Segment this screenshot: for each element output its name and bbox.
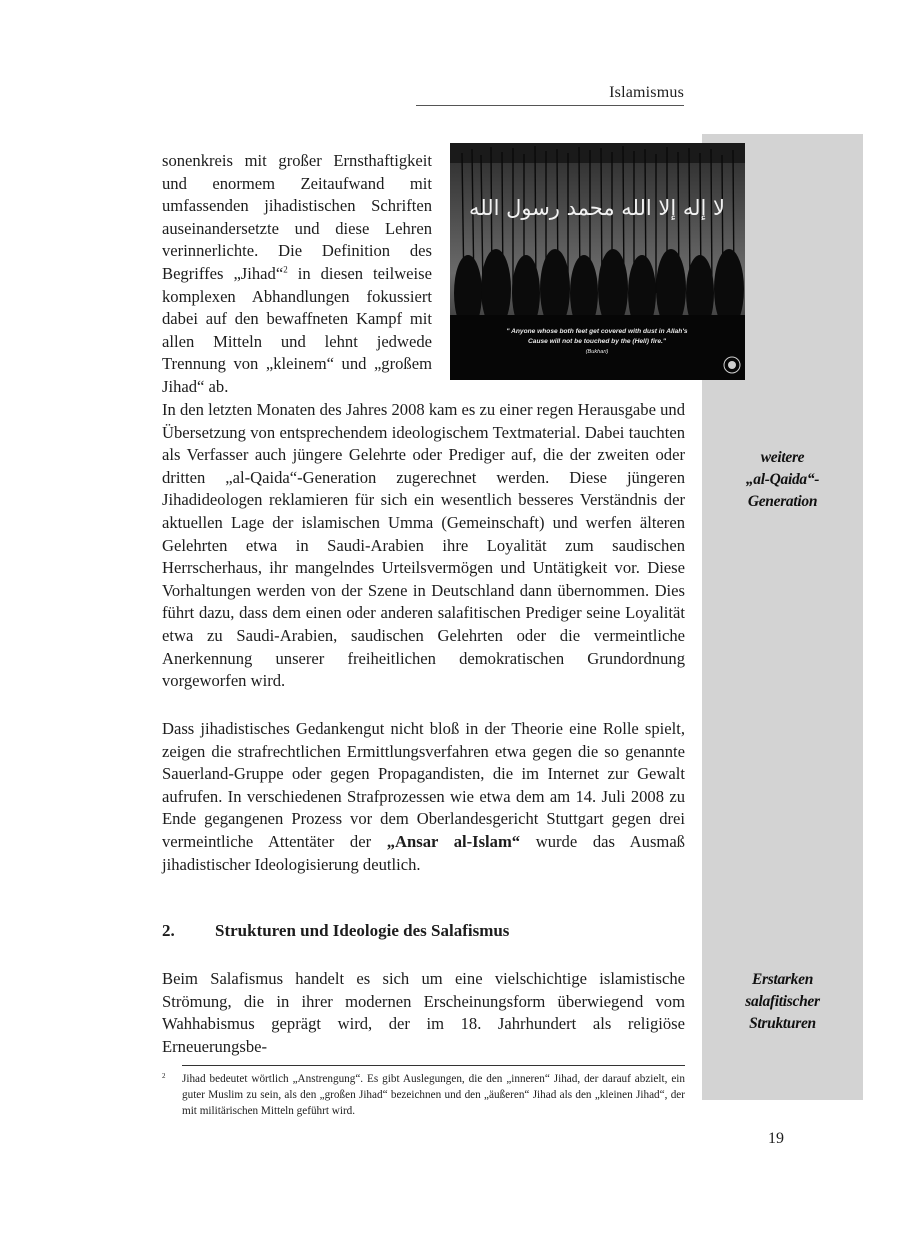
margin-note-line: salafitischer [745,993,820,1010]
paragraph-text: sonenkreis mit großer Ernsthaftigkeit und enormem Zeitaufwand mit umfassenden jihadistischen Schriften auseinandersetzte und diese Lehren verinnerlichte. Die Definition des Begriffes „Jihad“ [162,151,432,283]
body-paragraph-salafism: Beim Salafismus handelt es sich um eine vielschichtige islamistische Strömung, die in ihrer modernen Erscheinungsform überwiegend vom Wahhabismus geprägt wird, der im 18. Jahrhundert als religiöse Erneuerungsbe- [162,969,685,1056]
arabic-shahada-banner: لا إله إلا الله محمد رسول الله [468,196,726,220]
footnote-text: Jihad bedeutet wörtlich „Anstrengung“. Es gibt Auslegungen, die den „inneren“ Jihad, der darauf abzielt, ein guter Muslim zu sein, als den „großen Jihad“ bezeichnen und den „äußeren“ Jihad als den „kleinen Jihad“, der mit militärischen Mitteln geführt wird. [182,1073,685,1117]
paragraph-text: in diesen teilweise komplexen Abhandlungen fokussiert dabei auf den bewaffneten Kampf mit allen Mitteln und lehnt jedwede Trennung von „kleinem“ und „großem Jihad“ ab. [162,263,432,396]
footnote-number: 2 [162,1072,166,1080]
body-paragraph-prosecution [162,718,685,876]
running-header-title: Islamismus [609,84,684,101]
paragraph-text: wurde das Ausmaß jihadistischer Ideologisierung deutlich. [162,831,685,874]
paragraph-text: Dass jihadistisches Gedankengut nicht bloß in der Theorie eine Rolle spielt, zeigen die strafrechtlichen Ermittlungsverfahren etwa gegen die so genannte Sauerland-Gruppe oder gegen Propagandisten, die im Internet zur Gewalt aufrufen. In verschiedenen Strafprozessen wie etwa dem am 14. Juli 2008 zu Ende gegangenen Prozess vor dem Oberlandesgericht Stuttgart gegen drei vermeintliche Attentäter der [162,719,685,851]
margin-note-line: „al-Qaida“- [745,471,820,488]
margin-note-salafist-structures [702,969,863,1035]
image-quote-source: (Bukhari) [585,349,609,355]
footnote-rule [182,1065,685,1066]
margin-note-al-qaida-generation [702,447,863,513]
section-heading [162,921,685,941]
section-number: 2. [162,921,175,940]
margin-note-line: weitere [760,449,805,466]
margin-note-line: Generation [747,493,818,510]
running-header-rule [416,105,684,106]
body-paragraph-intro [162,150,432,399]
jihadist-propaganda-image [450,143,745,380]
footnote-reference[interactable]: 2 [283,264,288,275]
page-number: 19 [768,1130,784,1147]
margin-note-line: Strukturen [749,1015,816,1032]
image-quote-line-2: Cause will not be touched by the (Hell) fire." [528,338,666,345]
ansar-al-islam-emphasis: „Ansar al-Islam“ [386,831,521,851]
section-title: Strukturen und Ideologie des Salafismus [215,921,510,940]
margin-note-line: Erstarken [751,971,814,988]
propaganda-scene [450,143,745,380]
body-paragraph-generation: In den letzten Monaten des Jahres 2008 kam es zu einer regen Herausgabe und Übersetzung von entsprechendem ideologischem Textmaterial. Dabei tauchten als Verfasser auch jüngere Gelehrte oder Prediger auf, die der zweiten oder dritten „al-Qaida“-Generation zugerechnet werden. Diese jüngeren Jihadideologen reklamieren für sich ein wesentlich besseres Verständnis der aktuellen Lage der islamischen Umma (Gemeinschaft) und werfen älteren Gelehrten etwa in Saudi-Arabien ihre Loyalität zum saudischen Herrscherhaus, ihr mangelndes Urteilsvermögen und Untätigkeit vor. Diese Vorhaltungen werden von der Szene in Deutschland dann übernommen. Dies führt dazu, dass dem einen oder anderen salafitischen Prediger seine Loyalität etwa zu Saudi-Arabien, saudischen Gelehrten oder die vermeintliche Anerkennung unserer freiheitlichen demokratischen Grundordnung vorgeworfen wird. [162,400,685,691]
image-quote-line-1: " Anyone whose both feet get covered with dust in Allah's [506,328,688,335]
